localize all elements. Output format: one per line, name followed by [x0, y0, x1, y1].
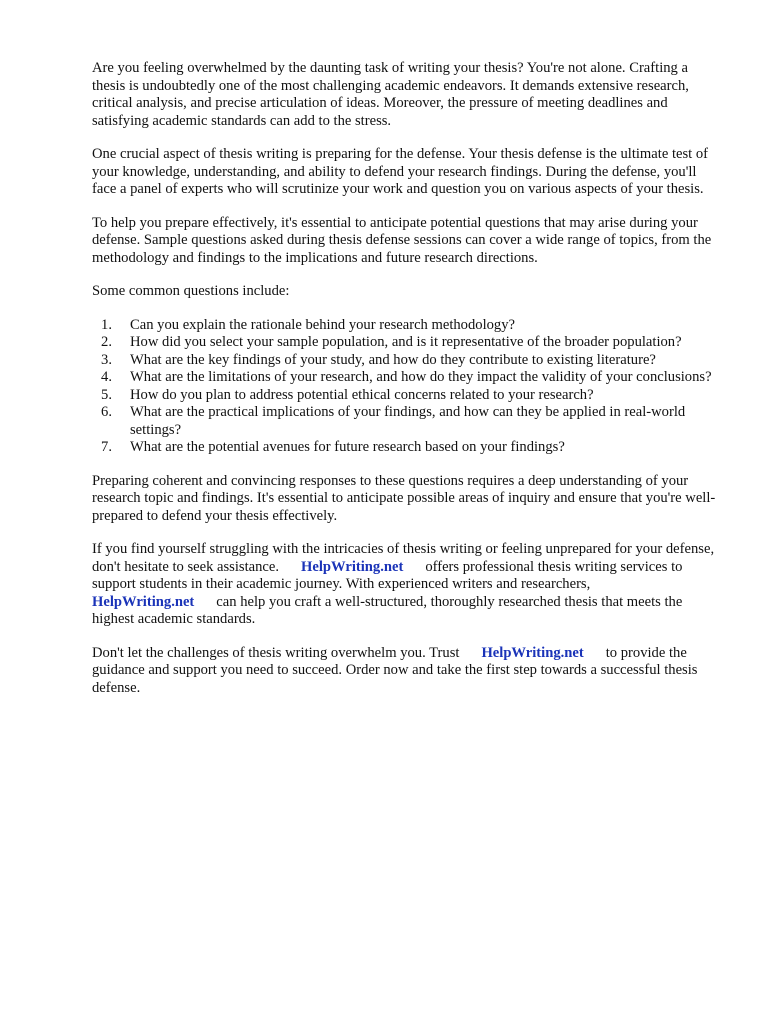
helpwriting-link[interactable]: HelpWriting.net: [301, 558, 404, 575]
closing-text-a: Don't let the challenges of thesis writing overwhelm you. Trust: [92, 644, 460, 661]
prepare-paragraph: To help you prepare effectively, it's essential to anticipate potential questions that may arise during your defense. Sample questions asked during thesis defense sessions can cover a wide range of topics, from the methodology and findings to the implications and future research directions.: [92, 214, 712, 266]
list-item-text: Can you explain the rationale behind your research methodology?: [130, 316, 515, 333]
document-page: [92, 60, 722, 713]
closing-text-b: to provide the guidance and support you need to succeed. Order now and take the first step towards a successful thesis defense.: [92, 644, 698, 696]
list-item-text: How do you plan to address potential ethical concerns related to your research?: [130, 386, 594, 403]
list-item: [92, 404, 722, 439]
list-number: 2.: [101, 334, 112, 350]
list-number: 7.: [101, 439, 112, 455]
list-item-text: What are the key findings of your study, and how do they contribute to existing literature?: [130, 351, 656, 368]
list-item: [92, 317, 722, 335]
assistance-text-b: offers professional thesis writing services to support students in their academic journey. With experienced writers and researchers,: [92, 558, 683, 592]
defense-paragraph: One crucial aspect of thesis writing is preparing for the defense. Your thesis defense is the ultimate test of your knowledge, understanding, and ability to defend your research findings. During the defense, you'll face a panel of experts who will scrutinize your work and question you on various aspects of your thesis.: [92, 146, 709, 197]
list-item: [92, 439, 722, 457]
responses-paragraph: Preparing coherent and convincing responses to these questions requires a deep understanding of your research topic and findings. It's essential to anticipate possible areas of inquiry and ensure that you're well-prepared to defend your thesis effectively.: [92, 472, 716, 524]
assistance-text-c: can help you craft a well-structured, thoroughly researched thesis that meets the highest academic standards.: [92, 593, 683, 627]
questions-list: [92, 317, 722, 457]
list-item-text: What are the limitations of your research, and how do they impact the validity of your conclusions?: [130, 369, 712, 385]
list-item: [92, 369, 722, 387]
list-number: 3.: [101, 351, 112, 368]
list-number: 5.: [101, 386, 112, 403]
closing-paragraph: [92, 645, 722, 698]
list-number: 1.: [101, 316, 112, 333]
list-item-text: What are the practical implications of your findings, and how can they be applied in real-world settings?: [130, 404, 686, 438]
assistance-paragraph: [92, 541, 722, 629]
list-item: [92, 387, 722, 405]
list-number: 4.: [101, 369, 112, 385]
list-item-text: What are the potential avenues for future research based on your findings?: [130, 439, 565, 455]
list-item: [92, 334, 722, 352]
list-item-text: How did you select your sample population, and is it representative of the broader population?: [130, 334, 682, 350]
intro-paragraph: Are you feeling overwhelmed by the daunting task of writing your thesis? You're not alone. Crafting a thesis is undoubtedly one of the most challenging academic endeavors. It demands extensive research, critical analysis, and precise articulation of ideas. Moreover, the pressure of meeting deadlines and satisfying academic standards can add to the stress.: [92, 60, 689, 129]
list-item: [92, 352, 722, 370]
list-number: 6.: [101, 404, 112, 420]
assistance-text-a: If you find yourself struggling with the intricacies of thesis writing or feeling unprepared for your defense, don't hesitate to seek assistance.: [92, 541, 715, 575]
questions-intro: Some common questions include:: [92, 283, 290, 299]
helpwriting-link[interactable]: HelpWriting.net: [481, 644, 584, 661]
helpwriting-link[interactable]: HelpWriting.net: [92, 593, 195, 610]
